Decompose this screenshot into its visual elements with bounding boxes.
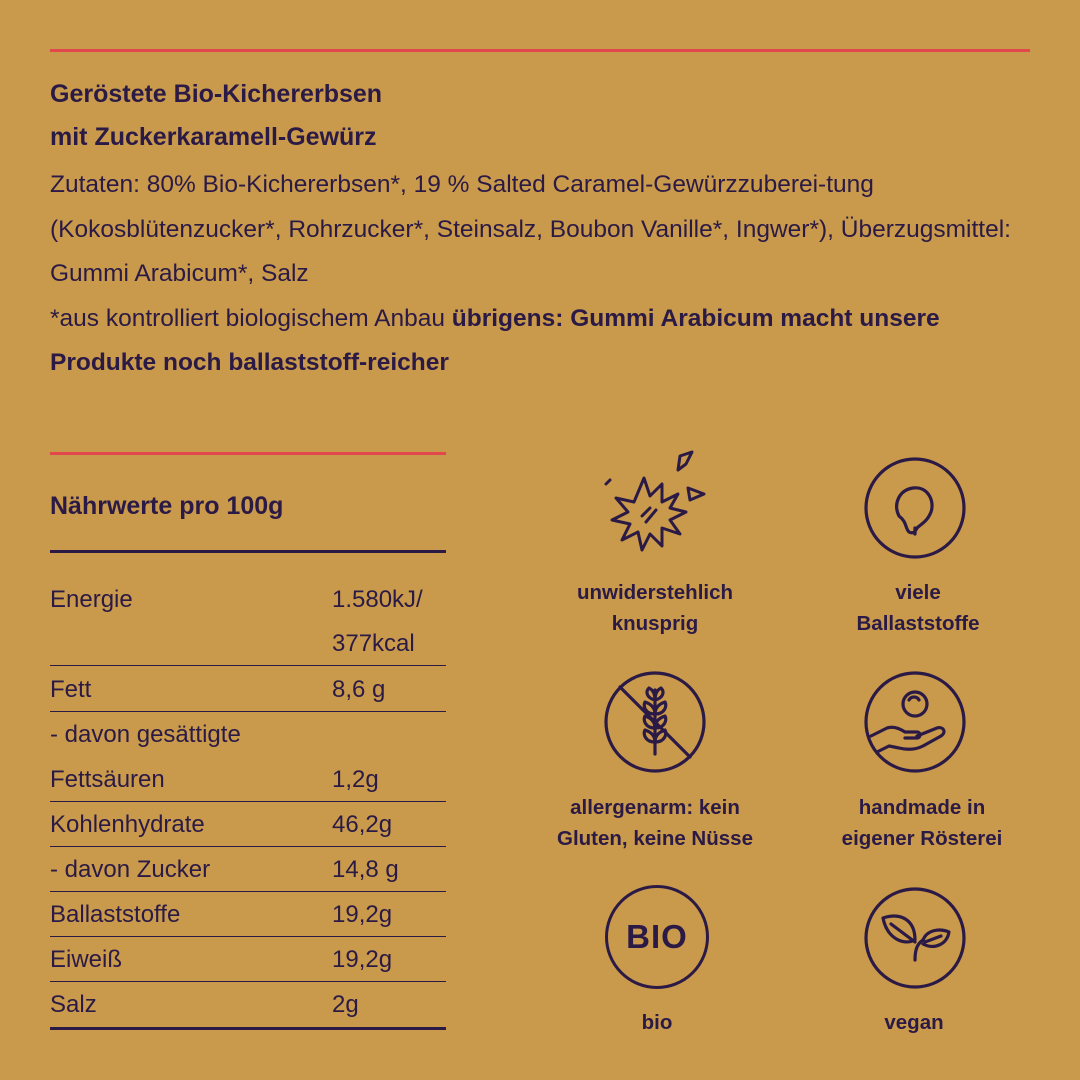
hand-chickpea-icon [863,670,967,774]
row-divider [50,936,446,937]
fat-value: 8,6 g [332,676,386,703]
salt-label: Salz [50,991,97,1018]
nutrition-bottom-rule [50,1027,446,1030]
carbs-label: Kohlenhydrate [50,811,205,838]
row-divider [50,665,446,666]
sugar-label: - davon Zucker [50,856,211,883]
bio-label: bio [641,1011,673,1034]
energy-label: Energie [50,586,133,613]
saturated-value: 1,2g [332,766,379,793]
no-gluten-wheat-icon [603,670,707,774]
allergen-label: allergenarm: kein Gluten, keine Nüsse [557,796,753,850]
product-title-line2: mit Zuckerkaramell-Gewürz [50,123,377,151]
fiber-note: übrigens: Gummi Arabicum macht unsere Produkte noch ballaststoff-reicher [50,304,940,376]
crunch-burst-icon [600,450,710,562]
handmade-label: handmade in eigener Rösterei [841,796,1003,850]
protein-value: 19,2g [332,946,393,973]
vegan-label: vegan [884,1011,944,1034]
chickpea-circle-icon [863,456,967,560]
saturated-label-line2: Fettsäuren [50,766,165,793]
nutrition-heading: Nährwerte pro 100g [50,492,284,520]
row-divider [50,846,446,847]
fiber-badge-label: viele Ballaststoffe [856,581,980,635]
protein-label: Eiweiß [50,946,123,973]
carbs-value: 46,2g [332,811,393,838]
nutrition-header-rule [50,550,446,553]
row-divider [50,981,446,982]
fiber-label: Ballaststoffe [50,901,181,928]
sugar-value: 14,8 g [332,856,399,883]
saturated-label-line1: - davon gesättigte [50,721,241,748]
crunchy-label: unwiderstehlich knusprig [576,581,734,635]
energy-value-kcal: 377kcal [332,630,415,657]
leaf-circle-icon [863,886,967,990]
bio-circle-icon: BIO [605,885,709,989]
row-divider [50,801,446,802]
fat-label: Fett [50,676,92,703]
nutrition-divider [50,452,446,455]
top-divider [50,49,1030,52]
row-divider [50,891,446,892]
energy-value-kj: 1.580kJ/ [332,586,423,613]
row-divider [50,711,446,712]
ingredients-block [50,163,1050,386]
salt-value: 2g [332,991,359,1018]
organic-footnote: *aus kontrolliert biologischem Anbau [50,304,445,332]
product-title-line1: Geröstete Bio-Kichererbsen [50,80,383,108]
fiber-value: 19,2g [332,901,393,928]
ingredients-text: Zutaten: 80% Bio-Kichererbsen*, 19 % Salted Caramel-Gewürzzuberei-tung (Kokosblütenzucker*, Rohrzucker*, Steinsalz, Boubon Vanille*, Ingwer*), Überzugsmittel: Gummi Arabicum*, Salz [50,171,1011,287]
